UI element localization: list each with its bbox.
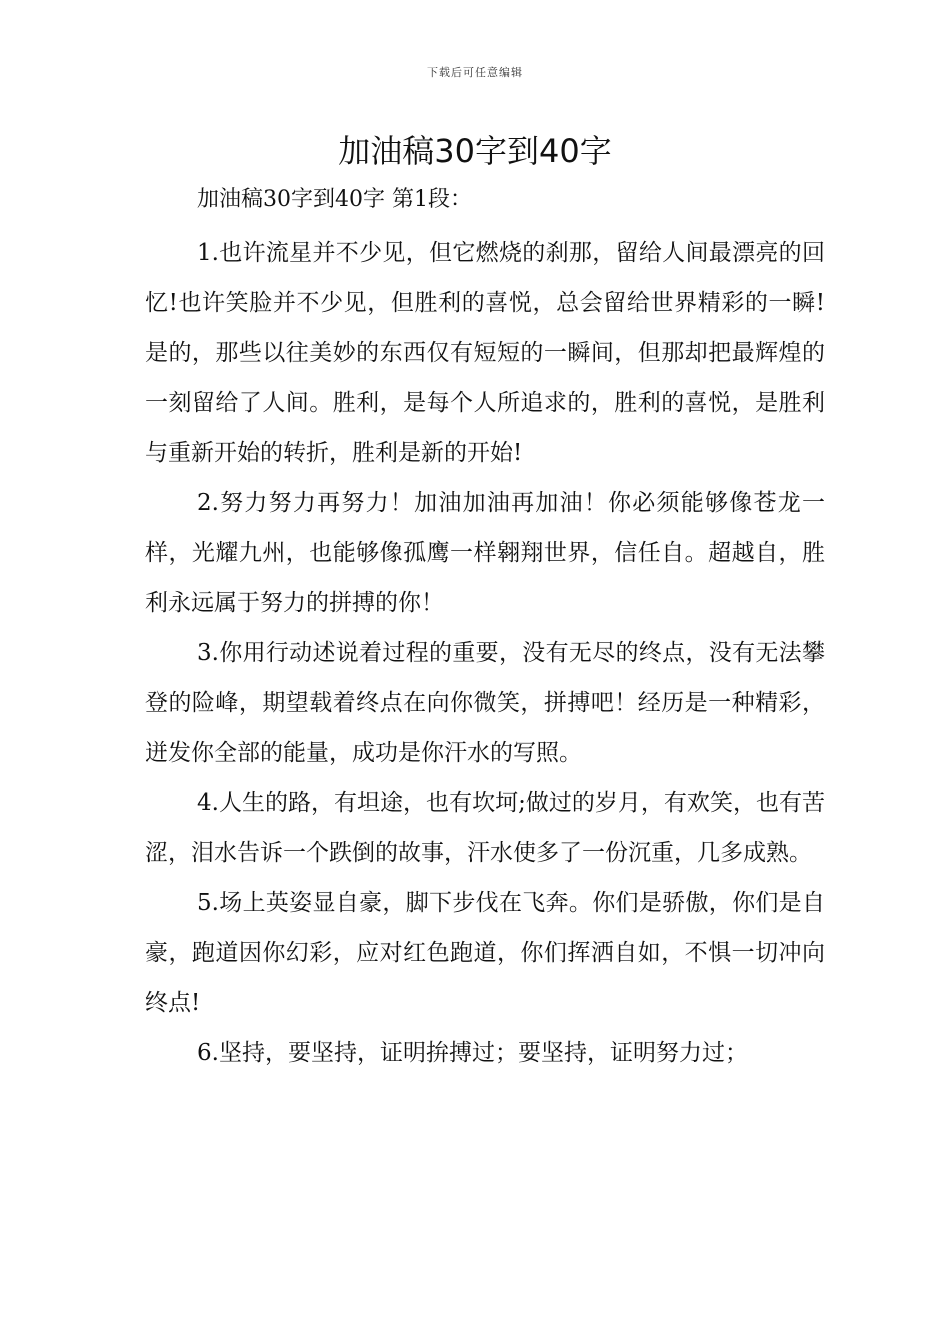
header-note: 下载后可任意编辑: [427, 66, 523, 79]
paragraph-3: 3.你用行动述说着过程的重要，没有无尽的终点，没有无法攀登的险峰，期望载着终点在向你微笑，拼搏吧！经历是一种精彩，迸发你全部的能量，成功是你汗水的写照。: [145, 640, 825, 766]
paragraph-1: 1.也许流星并不少见，但它燃烧的刹那，留给人间最漂亮的回忆!也许笑脸并不少见，但胜利的喜悦，总会留给世界精彩的一瞬!是的，那些以往美妙的东西仅有短短的一瞬间，但那却把最辉煌的一刻留给了人间。胜利，是每个人所追求的，胜利的喜悦，是胜利与重新开始的转折，胜利是新的开始!: [145, 240, 825, 466]
document-title: 加油稿30字到40字: [338, 132, 612, 170]
paragraph-6: 6.坚持，要坚持，证明拚搏过；要坚持，证明努力过；: [197, 1040, 748, 1066]
paragraph-4: 4.人生的路，有坦途，也有坎坷;做过的岁月，有欢笑，也有苦涩，泪水告诉一个跌倒的故事，汗水使多了一份沉重，几多成熟。: [145, 790, 825, 866]
section-subtitle: 加油稿30字到40字 第1段：: [197, 187, 472, 212]
paragraph-5: 5.场上英姿显自豪，脚下步伐在飞奔。你们是骄傲，你们是自豪，跑道因你幻彩，应对红色跑道，你们挥洒自如，不惧一切冲向终点!: [145, 890, 825, 1016]
paragraph-2: 2.努力努力再努力！加油加油再加油！你必须能够像苍龙一样，光耀九州，也能够像孤鹰一样翱翔世界，信任自。超越自，胜利永远属于努力的拼搏的你！: [145, 490, 825, 616]
document-body: [145, 178, 825, 1078]
